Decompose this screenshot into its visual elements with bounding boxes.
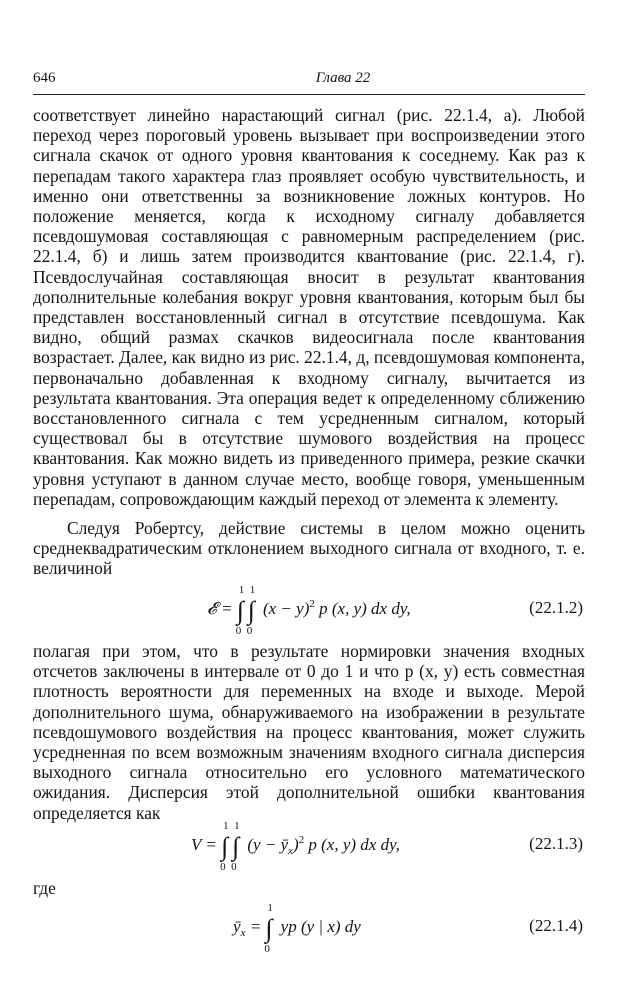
where-word: где: [33, 878, 56, 898]
eq3-lhs: ȳ: [233, 917, 241, 936]
eq2-body: (y − ȳ: [247, 835, 289, 854]
eq1-body: (x − y): [262, 599, 310, 618]
integral-sign: ∫ 1 0: [246, 584, 256, 637]
eq2-body2: ): [292, 835, 299, 854]
paragraph-3: полагая при этом, что в результате нормировки значения входных отсчетов заключены в интервале от 0 до 1 и что p (x, y) есть совместная плотность вероятности для переменных на входе и выходе. Мерой дополнительного шума, обнаруживаемого на изображении в результате псевдошумового воздействия на процесс квантования, может служить усредненная по всем возможным значениям входного сигнала дисперсия выходного сигнала относительно его условного математического ожидания. Дисперсия этой дополнительной ошибки квантования определяется как: [33, 641, 585, 823]
eq2-lhs: V =: [191, 835, 217, 854]
equation-number: (22.1.4): [529, 916, 583, 935]
integral-sign: ∫ 1 0: [235, 584, 245, 637]
page-number: 646: [33, 70, 56, 86]
eq2-power: 2: [298, 834, 305, 846]
eq1-power: 2: [309, 598, 315, 610]
eq3-lhs-sub: x: [240, 927, 246, 939]
chapter-title: Глава 22: [315, 70, 371, 86]
paragraph-2: Следуя Робертсу, действие системы в целом можно оценить среднеквадратическим отклонением выходного сигнала от входного, т. е. величиной: [33, 518, 585, 579]
equation-number: (22.1.3): [529, 834, 583, 853]
eq1-tail: p (x, y) dx dy,: [314, 599, 411, 618]
eq1-lhs: 𝓔 =: [207, 599, 233, 618]
eq2-sub: x: [288, 845, 293, 857]
equation-22-1-4: [33, 902, 585, 955]
header-rule: [33, 94, 585, 95]
page-header: [33, 70, 585, 92]
integral-sign: ∫ 1 0: [231, 820, 240, 873]
eq2-tail: p (x, y) dx dy,: [304, 835, 400, 854]
paragraph-1: соответствует линейно нарастающий сигнал (рис. 22.1.4, а). Любой переход через пороговый уровень вызывает при воспроизведении этого сигнала скачок от одного уровня квантования к соседнему. Как раз к перепадам такого характера глаз проявляет особую чувствительность, и именно они ответственны за возникновение ложных контуров. Но положение меняется, когда к исходному сигналу добавляется псевдошумовая составляющая с равномерным распределением (рис. 22.1.4, б) и лишь затем производится квантование (рис. 22.1.4, г). Псевдослучайная составляющая вносит в результат квантования дополнительные колебания вокруг уровня квантования, которым был бы представлен восстановленный сигнал в отсутствие псевдошума. Как видно, общий размах скачков видеосигнала после квантования возрастает. Далее, как видно из рис. 22.1.4, д, псевдошумовая компонента, первоначально добавленная к входному сигналу, вычитается из результата квантования. Эта операция ведет к определенному сближению восстановленного сигнала с тем усредненным сигналом, который существовал бы в отсутствие шумового воздействия на процесс квантования. Как можно видеть из приведенного примера, резкие скачки уровня уступают в данном случае место, вообще говоря, уменьшенным перепадам, сопровождающим каждый переход от элемента к элементу.: [33, 105, 585, 509]
integral-sign: ∫ 1 0: [264, 902, 273, 955]
equation-22-1-2: [33, 584, 585, 637]
eq3-body: yp (y | x) dy: [280, 917, 361, 936]
equation-number: (22.1.2): [529, 598, 583, 617]
equation-22-1-3: [33, 820, 585, 873]
integral-sign: ∫ 1 0: [220, 820, 229, 873]
eq3-lhs-eq: =: [245, 917, 262, 936]
